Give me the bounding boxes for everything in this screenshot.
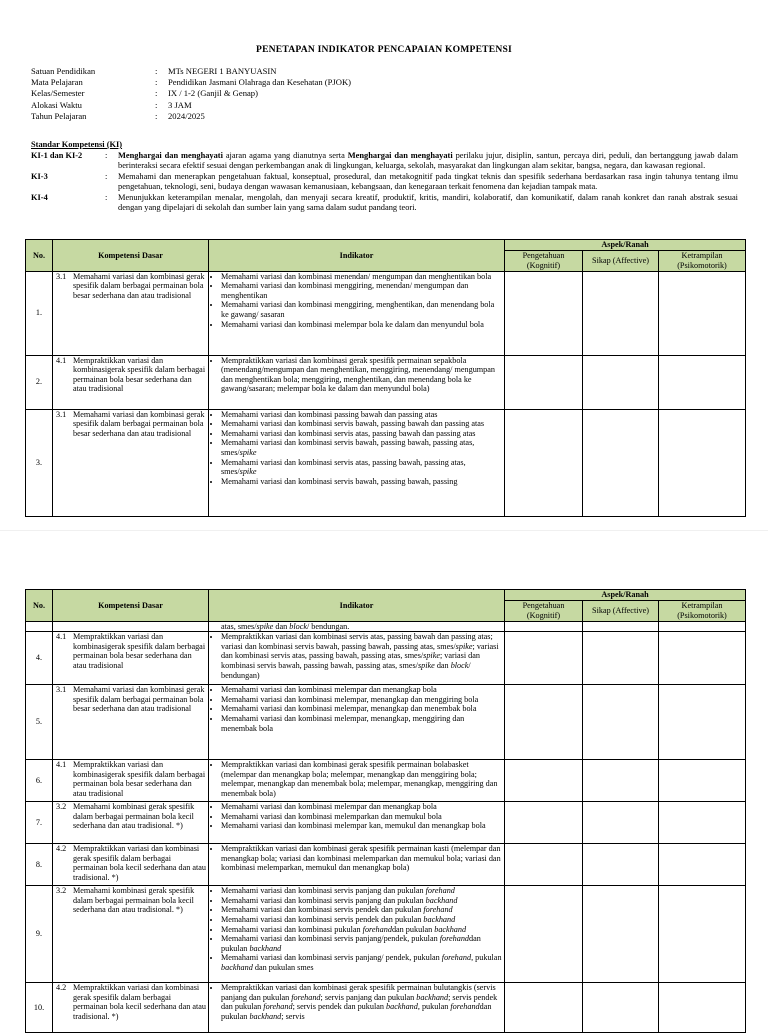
- info-label: Satuan Pendidikan: [31, 66, 96, 76]
- kd-code: 3.2: [56, 886, 67, 896]
- info-colon: :: [155, 66, 158, 76]
- indicator-item: • Memahami variasi dan kombinasi melempar, menangkap dan menggiring bola: [221, 695, 502, 705]
- aspect-cell: [505, 760, 583, 802]
- aspect-cell: [505, 271, 583, 355]
- header-aspek-ranah: Aspek/Ranah: [505, 240, 746, 251]
- header-indikator: Indikator: [209, 590, 505, 622]
- aspect-cell: [583, 983, 659, 1033]
- indicator-item: • Memahami variasi dan kombinasi servis bawah, passing bawah, passing: [221, 477, 502, 487]
- table-body: [26, 621, 746, 1033]
- indicator-list: [211, 760, 502, 798]
- indicator-list: [211, 272, 502, 330]
- header-pengetahuan: Pengetahuan (Kognitif): [505, 250, 583, 271]
- indicator-item: • Memahami variasi dan kombinasi menendan/ mengumpan dan menghentikan bola: [221, 272, 502, 282]
- info-value: Pendidikan Jasmani Olahraga dan Kesehatan (PJOK): [168, 77, 352, 88]
- aspect-cell: [659, 409, 746, 516]
- continuation-row: [26, 621, 746, 632]
- indicator-cell: [209, 844, 505, 886]
- aspect-cell: [505, 685, 583, 760]
- info-value: IX / 1-2 (Ganjil & Genap): [168, 88, 258, 99]
- kompetensi-dasar-cell: [53, 685, 209, 760]
- ki-block: [31, 140, 738, 214]
- table-row: [26, 760, 746, 802]
- kd-text: Mempraktikkan variasi dan kombinasi gerak spesifik dalam berbagai permainan bola kecil sederhana dan atau tradisional. *): [73, 844, 206, 882]
- indicator-list: [211, 886, 502, 972]
- indicator-item: • Memahami variasi dan kombinasi melempar, menangkap, menggiring dan menembak bola: [221, 714, 502, 733]
- indicator-item: • Memahami variasi dan kombinasi melempar dan menangkap bola: [221, 802, 502, 812]
- indicator-item: • Memahami variasi dan kombinasi melemparkan dan memukul bola: [221, 812, 502, 822]
- aspect-cell: [505, 886, 583, 983]
- indicator-cell: [209, 760, 505, 802]
- table-row: [26, 844, 746, 886]
- kd-code: 3.1: [56, 685, 67, 695]
- ki-colon: :: [105, 150, 108, 160]
- indicator-list: [211, 844, 502, 873]
- kd-code: 4.1: [56, 632, 67, 642]
- info-label: Tahun Pelajaran: [31, 110, 87, 121]
- aspect-cell: [659, 983, 746, 1033]
- aspect-cell: [659, 271, 746, 355]
- kd-code: 3.1: [56, 409, 67, 419]
- aspect-cell: [583, 621, 659, 632]
- row-number: 4.: [26, 632, 53, 685]
- table-body: [26, 271, 746, 516]
- table-row: [26, 886, 746, 983]
- kompetensi-dasar-cell: [53, 844, 209, 886]
- header-kompetensi-dasar: Kompetensi Dasar: [53, 240, 209, 272]
- kd-text: Memahami variasi dan kombinasi gerak spesifik dalam berbagai permainan bola besar sederhana dan atau tradisional: [73, 271, 205, 300]
- aspect-cell: [583, 355, 659, 409]
- kompetensi-dasar-cell: [53, 802, 209, 844]
- kd-code: 3.2: [56, 802, 67, 812]
- aspect-cell: [583, 760, 659, 802]
- aspect-cell: [583, 802, 659, 844]
- indicator-table-page-2: [25, 589, 746, 1033]
- kd-text: Memahami variasi dan kombinasi gerak spesifik dalam berbagai permainan bola besar sederhana dan atau tradisional: [73, 685, 205, 714]
- kompetensi-dasar-cell: [53, 632, 209, 685]
- aspect-cell: [659, 760, 746, 802]
- indicator-cell: [209, 271, 505, 355]
- kd-text: Mempraktikkan variasi dan kombinasigerak spesifik dalam berbagai permainan bola besar sederhana dan atau tradisional: [73, 760, 206, 798]
- table-row: [26, 355, 746, 409]
- aspect-cell: [583, 685, 659, 760]
- aspect-cell: [583, 632, 659, 685]
- indicator-item: • Memahami variasi dan kombinasi melempar bola ke dalam dan menyundul bola: [221, 320, 502, 330]
- info-value: 2024/2025: [168, 110, 205, 121]
- indicator-cell: [209, 802, 505, 844]
- empty-cell: [26, 621, 53, 632]
- aspect-cell: [659, 621, 746, 632]
- table-row: [26, 983, 746, 1033]
- kd-text: Mempraktikkan variasi dan kombinasigerak spesifik dalam berbagai permainan bola besar sederhana dan atau tradisional: [73, 355, 206, 394]
- indicator-item: • Memahami variasi dan kombinasi servis pendek dan pukulan backhand: [221, 915, 502, 925]
- aspect-cell: [505, 355, 583, 409]
- aspect-cell: [505, 844, 583, 886]
- table-row: [26, 632, 746, 685]
- header-pengetahuan: Pengetahuan (Kognitif): [505, 600, 583, 621]
- info-row: [31, 100, 351, 111]
- indicator-item: • Memahami variasi dan kombinasi melempar dan menangkap bola: [221, 685, 502, 695]
- indicator-list: [211, 410, 502, 487]
- indicator-list: [211, 685, 502, 733]
- row-number: 2.: [26, 355, 53, 409]
- document-page-2: [0, 530, 768, 1025]
- info-value: MTs NEGERI 1 BANYUASIN: [168, 66, 277, 76]
- ki-label: KI-4: [31, 192, 48, 202]
- aspect-cell: [505, 632, 583, 685]
- kd-text: Mempraktikkan variasi dan kombinasi gerak spesifik dalam berbagai permainan bola kecil sederhana dan atau tradisional. *): [73, 983, 206, 1021]
- info-row: [31, 66, 351, 77]
- kompetensi-dasar-cell: [53, 271, 209, 355]
- header-keterampilan: Ketrampilan (Psikomotorik): [659, 250, 746, 271]
- table-row: [26, 271, 746, 355]
- info-colon: :: [155, 110, 158, 121]
- kd-code: 4.1: [56, 760, 67, 770]
- page-title: PENETAPAN INDIKATOR PENCAPAIAN KOMPETENSI: [256, 44, 512, 55]
- header-no: No.: [26, 590, 53, 622]
- indicator-cell: [209, 685, 505, 760]
- indicator-table-page-1: [25, 239, 746, 517]
- aspect-cell: [583, 886, 659, 983]
- aspect-cell: [583, 409, 659, 516]
- aspect-cell: [583, 844, 659, 886]
- info-value: 3 JAM: [168, 99, 192, 110]
- indicator-list: [211, 356, 502, 394]
- info-row: [31, 88, 351, 99]
- indicator-item: • Mempraktikkan variasi dan kombinasi gerak spesifik permainan bulutangkis (servis panjang dan pukulan forehand; servis panjang dan pukulan backhand; servis pendek dan pukulan forehand; servis pendek dan pukulan backhand, pukulan forehanddan pukulan backhand; servis: [221, 983, 502, 1021]
- ki-item: [31, 193, 738, 213]
- aspect-cell: [505, 409, 583, 516]
- indicator-cell: [209, 355, 505, 409]
- table-row: [26, 802, 746, 844]
- indicator-continuation: atas, smes/spike dan block/ bendungan.: [221, 621, 350, 631]
- aspect-cell: [659, 632, 746, 685]
- info-row: [31, 111, 351, 122]
- row-number: 7.: [26, 802, 53, 844]
- kompetensi-dasar-cell: [53, 983, 209, 1033]
- kompetensi-dasar-cell: [53, 760, 209, 802]
- ki-colon: :: [105, 171, 108, 181]
- header-aspek-ranah: Aspek/Ranah: [505, 590, 746, 601]
- aspect-cell: [659, 355, 746, 409]
- info-block: [31, 66, 351, 122]
- empty-cell: [53, 621, 209, 632]
- indicator-item: • Memahami variasi dan kombinasi melempar kan, memukul dan menangkap bola: [221, 821, 502, 831]
- indicator-item: • Memahami variasi dan kombinasi servis atas, passing bawah, passing atas, smes/spike: [221, 458, 502, 477]
- indicator-item: • Memahami variasi dan kombinasi menggiring, menghentikan, dan menendang bola ke gawang/ sasaran: [221, 300, 502, 319]
- indicator-list: [211, 802, 502, 831]
- row-number: 8.: [26, 844, 53, 886]
- indicator-item: • Memahami variasi dan kombinasi melempar, menangkap dan menembak bola: [221, 704, 502, 714]
- kompetensi-dasar-cell: [53, 355, 209, 409]
- indicator-item: • Mempraktikkan variasi dan kombinasi gerak spesifik permainan sepakbola (menendang/mengumpan dan menghentikan, menggiring, menendang/ mengumpan dan menghentikan bola; menggiring, menghentikan, dan menendang bola ke gawang/sasaran; melempar bola ke dalam dan menyundul bola): [221, 356, 502, 394]
- indicator-item: • Memahami variasi dan kombinasi servis atas, passing bawah dan passing atas: [221, 429, 502, 439]
- indicator-item: • Memahami variasi dan kombinasi menggiring, menendan/ mengumpan dan menghentikan: [221, 281, 502, 300]
- aspect-cell: [505, 621, 583, 632]
- indicator-cell: [209, 632, 505, 685]
- aspect-cell: [659, 802, 746, 844]
- indicator-item: • Memahami variasi dan kombinasi servis panjang/pendek, pukulan forehanddan pukulan backhand: [221, 934, 502, 953]
- indicator-item: • Memahami variasi dan kombinasi servis panjang dan pukulan forehand: [221, 886, 502, 896]
- indicator-item: • Memahami variasi dan kombinasi servis panjang/ pendek, pukulan forehand, pukulan backhand dan pukulan smes: [221, 953, 502, 972]
- indicator-item: • Mempraktikkan variasi dan kombinasi servis atas, passing bawah dan passing atas; variasi dan kombinasi servis bawah, passing bawah, passing atas, smes/spike; variasi dan kombinasi servis atas, passing bawah, passing atas, smes/spike; variasi dan kombinasi servis bawah, passing bawah, passing atas, smes/spike dan block/ bendungan): [221, 632, 502, 680]
- ki-item: [31, 172, 738, 192]
- ki-heading: Standar Kompetensi (KI): [31, 140, 123, 149]
- ki-text: Menghargai dan menghayati ajaran agama yang dianutnya serta Menghargai dan menghayati perilaku jujur, disiplin, santun, percaya diri, peduli, dan bertanggung jawab dalam berinteraksi secara efektif sesuai dengan perkembangan anak di lingkungan, keluarga, sekolah, masyarakat dan lingkungan alam sekitar, bangsa, negara, dan kawasan regional.: [118, 150, 738, 170]
- aspect-cell: [505, 802, 583, 844]
- aspect-cell: [659, 886, 746, 983]
- kd-code: 4.2: [56, 983, 67, 993]
- info-label: Alokasi Waktu: [31, 99, 82, 110]
- row-number: 3.: [26, 409, 53, 516]
- indicator-list: [211, 983, 502, 1021]
- indicator-item: • Mempraktikkan variasi dan kombinasi gerak spesifik permainan bolabasket (melempar dan menangkap bola; melempar, menangkap dan menggiring bola; melempar, menangkap dan menembak bola; melempar, menangkap, menggiring dan menembak bola): [221, 760, 502, 798]
- header-indikator: Indikator: [209, 240, 505, 272]
- aspect-cell: [659, 685, 746, 760]
- header-keterampilan: Ketrampilan (Psikomotorik): [659, 600, 746, 621]
- kd-code: 4.1: [56, 355, 67, 365]
- indicator-list: [211, 632, 502, 680]
- indicator-item: • Memahami variasi dan kombinasi servis bawah, passing bawah dan passing atas: [221, 419, 502, 429]
- indicator-cell: [209, 409, 505, 516]
- table-row: [26, 685, 746, 760]
- indicator-item: • Mempraktikkan variasi dan kombinasi gerak spesifik permainan kasti (melempar dan menangkap bola; variasi dan kombinasi melemparkan dan memukul bola; variasi dan kombinasi melemparkan, memukul dan menangkap bola): [221, 844, 502, 873]
- info-label: Mata Pelajaran: [31, 77, 83, 88]
- kd-text: Memahami kombinasi gerak spesifik dalam berbagai permainan bola kecil sederhana dan atau tradisional. *): [73, 802, 195, 831]
- row-number: 6.: [26, 760, 53, 802]
- header-sikap: Sikap (Affective): [583, 250, 659, 271]
- info-label: Kelas/Semester: [31, 88, 85, 99]
- kompetensi-dasar-cell: [53, 409, 209, 516]
- kd-code: 4.2: [56, 844, 67, 854]
- indicator-cell: [209, 983, 505, 1033]
- kd-text: Memahami variasi dan kombinasi gerak spesifik dalam berbagai permainan bola besar sederhana dan atau tradisional: [73, 409, 205, 438]
- info-row: [31, 77, 351, 88]
- row-number: 9.: [26, 886, 53, 983]
- kd-text: Memahami kombinasi gerak spesifik dalam berbagai permainan bola kecil sederhana dan atau tradisional. *): [73, 886, 195, 915]
- row-number: 5.: [26, 685, 53, 760]
- header-kompetensi-dasar: Kompetensi Dasar: [53, 590, 209, 622]
- ki-colon: :: [105, 192, 108, 202]
- ki-label: KI-3: [31, 171, 48, 181]
- info-colon: :: [155, 88, 158, 99]
- indicator-cell: [209, 621, 505, 632]
- indicator-cell: [209, 886, 505, 983]
- kompetensi-dasar-cell: [53, 886, 209, 983]
- aspect-cell: [659, 844, 746, 886]
- indicator-item: • Memahami variasi dan kombinasi pukulan forehanddan pukulan backhand: [221, 925, 502, 935]
- header-sikap: Sikap (Affective): [583, 600, 659, 621]
- indicator-item: • Memahami variasi dan kombinasi passing bawah dan passing atas: [221, 410, 502, 420]
- info-colon: :: [155, 99, 158, 110]
- indicator-item: • Memahami variasi dan kombinasi servis panjang dan pukulan backhand: [221, 896, 502, 906]
- row-number: 1.: [26, 271, 53, 355]
- kd-code: 3.1: [56, 271, 67, 281]
- header-no: No.: [26, 240, 53, 272]
- ki-item: [31, 151, 738, 171]
- row-number: 10.: [26, 983, 53, 1033]
- ki-text: Memahami dan menerapkan pengetahuan faktual, konseptual, prosedural, dan metakognitif pada tingkat teknis dan spesifik sederhana berdasarkan rasa ingin tahunya tentang ilmu pengetahuan, teknologi, seni, budaya dengan wawasan kemanusiaan, kebangsaan, dan kenegaraan terkait fenomena dan kejadian tampak mata.: [118, 171, 738, 191]
- aspect-cell: [583, 271, 659, 355]
- info-colon: :: [155, 77, 158, 88]
- indicator-item: • Memahami variasi dan kombinasi servis bawah, passing bawah, passing atas, smes/spike: [221, 438, 502, 457]
- table-row: [26, 409, 746, 516]
- aspect-cell: [505, 983, 583, 1033]
- indicator-item: • Memahami variasi dan kombinasi servis pendek dan pukulan forehand: [221, 905, 502, 915]
- ki-label: KI-1 dan KI-2: [31, 150, 83, 160]
- ki-text: Menunjukkan keterampilan menalar, mengolah, dan menyaji secara kreatif, produktif, kritis, mandiri, kolaboratif, dan komunikatif, dalam ranah konkret dan ranah abstrak sesuai dengan yang dipelajari di sekolah dan sumber lain yang sama dalam sudut pandang teori.: [118, 192, 738, 212]
- kd-text: Mempraktikkan variasi dan kombinasigerak spesifik dalam berbagai permainan bola besar sederhana dan atau tradisional: [73, 632, 206, 670]
